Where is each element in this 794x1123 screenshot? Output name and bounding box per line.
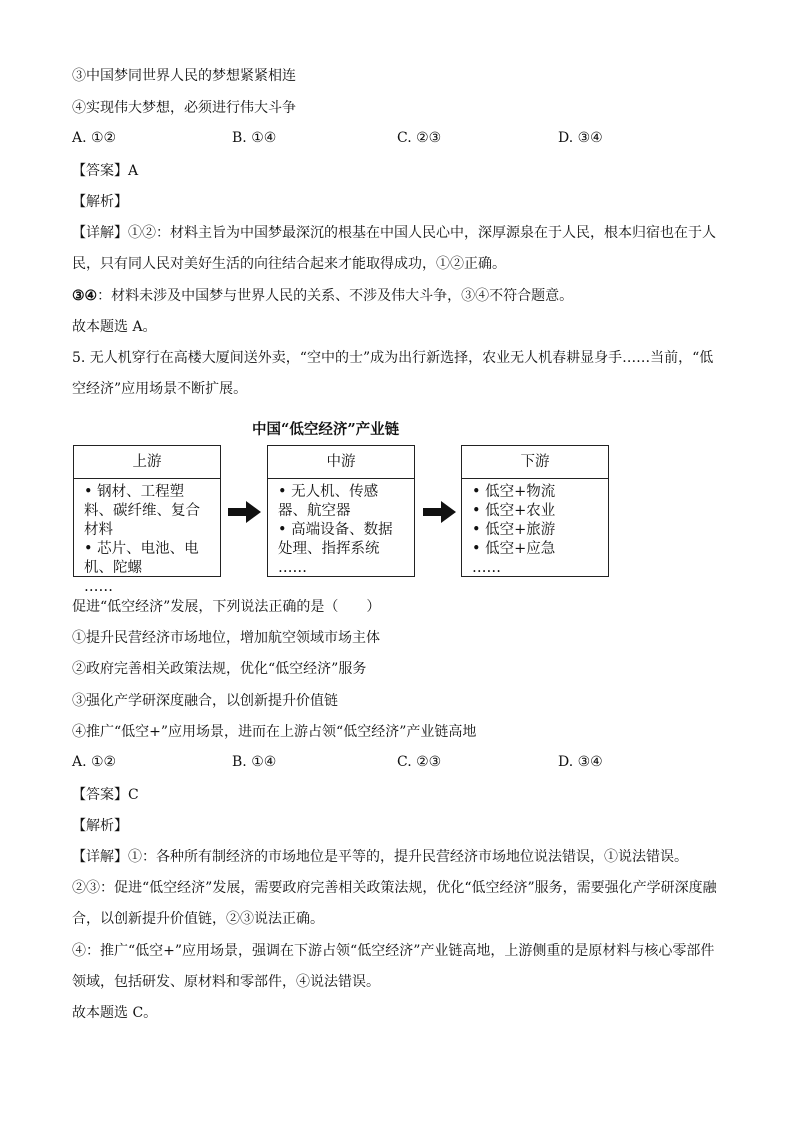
upstream-box — [73, 445, 221, 595]
upstream-item: • 芯片、电池、电机、陀螺 — [84, 541, 199, 576]
q5-answer: 【答案】C — [72, 787, 139, 803]
downstream-list — [462, 479, 608, 578]
downstream-item: • 低空+应急 — [472, 541, 556, 557]
downstream-item: • 低空+物流 — [472, 484, 556, 500]
upstream-item: …… — [84, 579, 113, 595]
q4-choice-b: B. ①④ — [232, 130, 277, 146]
q4-option-item-3: ③中国梦同世界人民的梦想紧紧相连 — [72, 68, 296, 84]
q4-choice-c: C. ②③ — [397, 130, 442, 146]
midstream-item: …… — [278, 560, 307, 576]
q4-detail-paragraph-2 — [72, 286, 573, 306]
midstream-list — [268, 479, 414, 578]
downstream-box — [461, 445, 609, 577]
q4-choice-d: D. ③④ — [558, 130, 603, 146]
q5-option-item-3: ③强化产学研深度融合，以创新提升价值链 — [72, 693, 338, 709]
q5-option-item-1: ①提升民营经济市场地位，增加航空领域市场主体 — [72, 630, 380, 646]
q4-choices — [72, 130, 724, 150]
q5-option-item-2: ②政府完善相关政策法规，优化“低空经济”服务 — [72, 661, 367, 677]
downstream-item: • 低空+旅游 — [472, 522, 556, 538]
upstream-heading: 上游 — [74, 446, 220, 479]
q5-detail-2: ②③：促进“低空经济”发展，需要政府完善相关政策法规，优化“低空经济”服务，需要强化产学研深度融合，以创新提升价值链，②③说法正确。 — [72, 880, 717, 927]
midstream-item: • 无人机、传感器、航空器 — [278, 484, 379, 519]
midstream-item: • 高端设备、数据处理、指挥系统 — [278, 522, 393, 557]
downstream-item: • 低空+农业 — [472, 503, 556, 519]
upstream-item: • 钢材、工程塑料、碳纤维、复合材料 — [84, 484, 200, 538]
q4-analysis-heading: 【解析】 — [72, 194, 128, 210]
q4-option-item-4: ④实现伟大梦想，必须进行伟大斗争 — [72, 100, 296, 116]
midstream-box — [267, 445, 415, 577]
q5-option-item-4: ④推广“低空+”应用场景，进而在上游占领“低空经济”产业链高地 — [72, 724, 477, 740]
q5-choice-b: B. ①④ — [232, 754, 277, 770]
q5-detail-1: 【详解】①：各种所有制经济的市场地位是平等的，提升民营经济市场地位说法错误，①说法错误。 — [72, 849, 688, 865]
q5-conclusion: 故本题选 C。 — [72, 1005, 158, 1021]
q5-question: 促进“低空经济”发展，下列说法正确的是（ ） — [72, 599, 381, 615]
downstream-item: …… — [472, 560, 501, 576]
diagram-title: 中国“低空经济”产业链 — [252, 421, 400, 438]
q4-conclusion: 故本题选 A。 — [72, 319, 157, 335]
downstream-heading: 下游 — [462, 446, 608, 479]
midstream-heading: 中游 — [268, 446, 414, 479]
q5-stem: 5. 无人机穿行在高楼大厦间送外卖，“空中的士”成为出行新选择，农业无人机春耕显身手……当前，“低空经济”应用场景不断扩展。 — [72, 350, 714, 397]
q4-detail-paragraph-1: 【详解】①②：材料主旨为中国梦最深沉的根基在中国人民心中，深厚源泉在于人民，根本归宿也在于人民，只有同人民对美好生活的向往结合起来才能取得成功，①②正确。 — [72, 225, 716, 272]
q5-choices — [72, 754, 724, 774]
q5-choice-c: C. ②③ — [397, 754, 442, 770]
q5-choice-a: A. ①② — [72, 754, 117, 770]
q4-choice-a: A. ①② — [72, 130, 117, 146]
q4-answer: 【答案】A — [72, 163, 139, 179]
q4-detail-lead: ③④ — [72, 288, 98, 304]
q5-analysis-heading: 【解析】 — [72, 818, 128, 834]
arrow-right-icon — [228, 500, 262, 524]
q5-choice-d: D. ③④ — [558, 754, 603, 770]
q4-detail-rest: ：材料未涉及中国梦与世界人民的关系、不涉及伟大斗争，③④不符合题意。 — [97, 288, 574, 304]
q5-detail-3: ④：推广“低空+”应用场景，强调在下游占领“低空经济”产业链高地，上游侧重的是原材料与核心零部件领域，包括研发、原材料和零部件，④说法错误。 — [72, 943, 715, 990]
upstream-list — [74, 479, 220, 597]
arrow-right-icon — [423, 500, 457, 524]
